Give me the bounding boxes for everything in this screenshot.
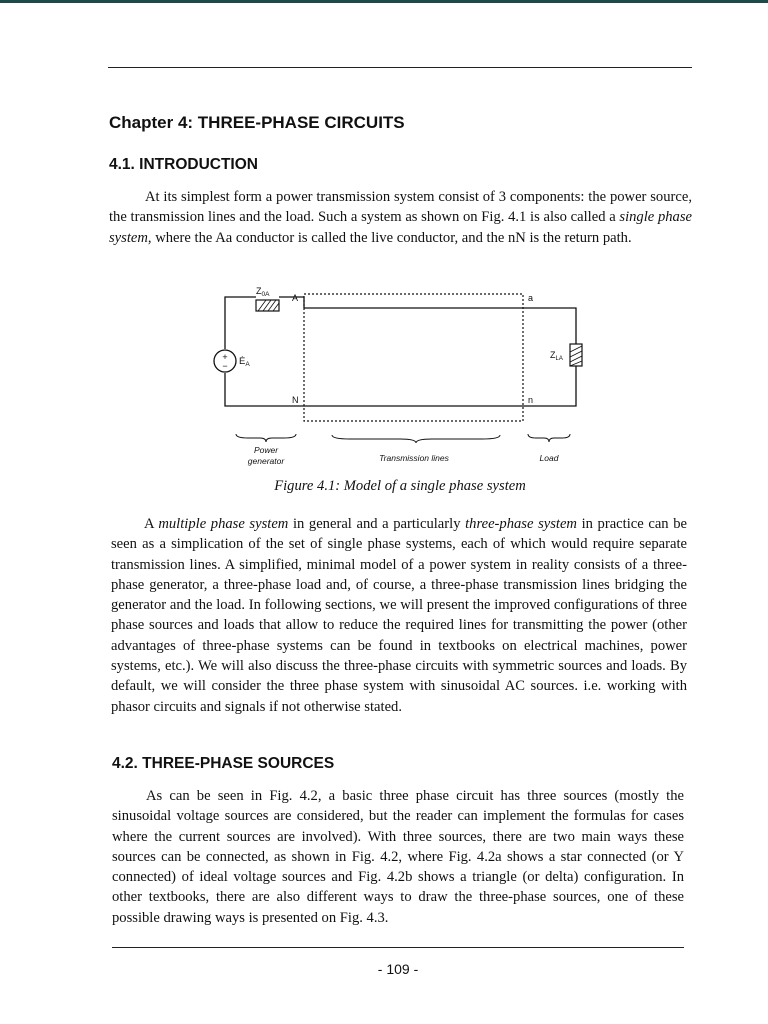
header-rule (108, 67, 692, 68)
italic-term: multiple phase system (158, 516, 289, 532)
transmission-lines-label: Transmission lines (379, 453, 449, 463)
svg-text:−: − (222, 361, 228, 371)
multiphase-paragraph (111, 514, 687, 717)
z-source-label: $Z_{0A}$ (256, 286, 270, 298)
footer-rule (112, 947, 684, 948)
node-n-label: n (528, 395, 534, 405)
section-heading-three-phase-sources: 4.2. THREE-PHASE SOURCES (112, 755, 335, 772)
intro-paragraph (109, 187, 692, 248)
top-border (0, 0, 768, 3)
braces (236, 434, 570, 443)
chapter-title: Chapter 4: THREE-PHASE CIRCUITS (109, 113, 405, 132)
transmission-dashed-box (304, 294, 523, 421)
text-run: , where the Aa conductor is called the live conductor, and the nN is the return path. (147, 229, 632, 246)
z-load-label: $Z_{LA}$ (550, 350, 563, 362)
text-run: in practice can be seen as a simplication of the set of single phase systems, each of which would require separate transmission lines. A simplified, minimal model of a power system in reality consists of a three-phase generator, a three-phase load and, of course, a three-phase transmission lines bridging the generator and the load. In following sections, we will present the improved configurations of three phase sources and loads that allow to reduce the required lines for transmitting the power (other advantages of three-phase systems can be found in textbooks on electrical machines, power systems, etc.). We will also discuss the three-phase circuits with symmetric sources and loads. By default, we will consider the three phase system with sinusoidal AC sources. i.e. working with phasor circuits and signals if not otherwise stated. (111, 516, 687, 715)
text-run: A (144, 516, 159, 532)
italic-term: single phase system (109, 209, 692, 246)
figure-caption: Figure 4.1: Model of a single phase system (274, 478, 526, 494)
node-N-label: N (292, 395, 299, 405)
figure-single-phase-system (200, 286, 600, 476)
italic-term: three-phase system (465, 516, 577, 532)
node-A-label: A (292, 293, 299, 303)
load-label: Load (539, 453, 559, 463)
page-number: - 109 - (377, 961, 419, 977)
power-generator-label-1: Power (253, 445, 279, 455)
section-heading-introduction: 4.1. INTRODUCTION (109, 156, 258, 173)
node-a-label: a (528, 293, 534, 303)
sources-paragraph (112, 786, 684, 928)
power-generator-label-2: generator (247, 456, 285, 466)
text-run: As can be seen in Fig. 4.2, a basic three phase circuit has three sources (mostly the sinusoidal voltage sources are considered, but the reader can implement the formulas for cases where the current sources are involved). With three sources, there are two main ways these sources can be connected, as shown in Fig. 4.2, where Fig. 4.2a shows a star connected (or Y connected) of ideal voltage sources and Fig. 4.2b shows a triangle (or delta) configuration. In other textbooks, there are also different ways to draw the three-phase sources, one of these possible drawing ways is presented on Fig. 4.3. (112, 788, 684, 926)
emf-label: $Ė_A$ (239, 356, 250, 368)
text-run: in general and a particularly (288, 516, 466, 532)
svg-text:+: + (222, 352, 228, 362)
text-run: At its simplest form a power transmission system consist of 3 components: the power source, the transmission lines and the load. Such a system as shown on Fig. 4.1 is also called a (109, 189, 692, 226)
